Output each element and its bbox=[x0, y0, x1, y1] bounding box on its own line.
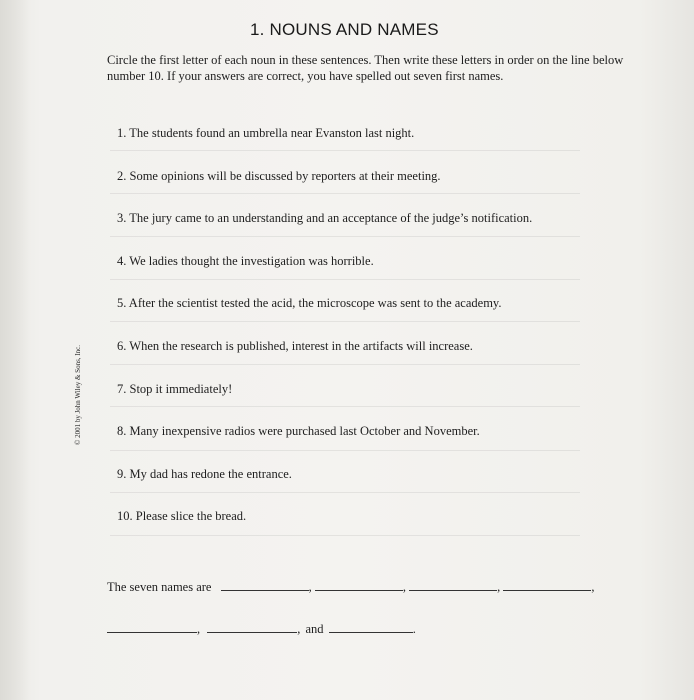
and-word: and bbox=[305, 622, 324, 636]
sentence-2: 2. Some opinions will be discussed by reporters at their meeting. bbox=[117, 169, 441, 183]
sentence-5: 5. After the scientist tested the acid, the microscope was sent to the academy. bbox=[117, 296, 502, 310]
divider bbox=[110, 193, 580, 194]
divider bbox=[110, 450, 580, 451]
name-blank-5[interactable] bbox=[107, 622, 197, 633]
name-blank-7[interactable] bbox=[329, 622, 413, 633]
divider bbox=[110, 535, 580, 536]
instructions-text: Circle the first letter of each noun in these sentences. Then write these letters in order on the line below number 10. If your answers are correct, you have spelled out seven first names. bbox=[107, 53, 624, 83]
page-title: 1. NOUNS AND NAMES bbox=[250, 20, 439, 39]
divider bbox=[110, 236, 580, 237]
sentence-3: 3. The jury came to an understanding and an acceptance of the judge’s notification. bbox=[117, 211, 533, 225]
sentence-10: 10. Please slice the bread. bbox=[117, 509, 247, 523]
divider bbox=[110, 492, 580, 493]
divider bbox=[110, 406, 580, 407]
sentence-9: 9. My dad has redone the entrance. bbox=[117, 467, 292, 481]
divider bbox=[110, 364, 580, 365]
sentence-4: 4. We ladies thought the investigation was horrible. bbox=[117, 254, 374, 268]
divider bbox=[110, 279, 580, 280]
page-edge-shadow bbox=[0, 0, 30, 700]
name-blank-4[interactable] bbox=[503, 580, 591, 591]
name-blank-6[interactable] bbox=[207, 622, 297, 633]
name-blank-2[interactable] bbox=[315, 580, 403, 591]
sentence-8: 8. Many inexpensive radios were purchased last October and November. bbox=[117, 424, 480, 438]
divider bbox=[110, 150, 580, 151]
name-blank-1[interactable] bbox=[221, 580, 309, 591]
divider bbox=[110, 321, 580, 322]
names-label: The seven names are bbox=[107, 580, 212, 594]
names-line-2: , , and . bbox=[107, 622, 416, 637]
names-line-1: The seven names are , , , , bbox=[107, 580, 595, 594]
sentence-7: 7. Stop it immediately! bbox=[117, 382, 233, 396]
name-blank-3[interactable] bbox=[409, 580, 497, 591]
sentence-1: 1. The students found an umbrella near Evanston last night. bbox=[117, 126, 415, 140]
copyright-notice: © 2001 by John Wiley & Sons, Inc. bbox=[74, 345, 82, 445]
sentence-6: 6. When the research is published, interest in the artifacts will increase. bbox=[117, 339, 473, 353]
